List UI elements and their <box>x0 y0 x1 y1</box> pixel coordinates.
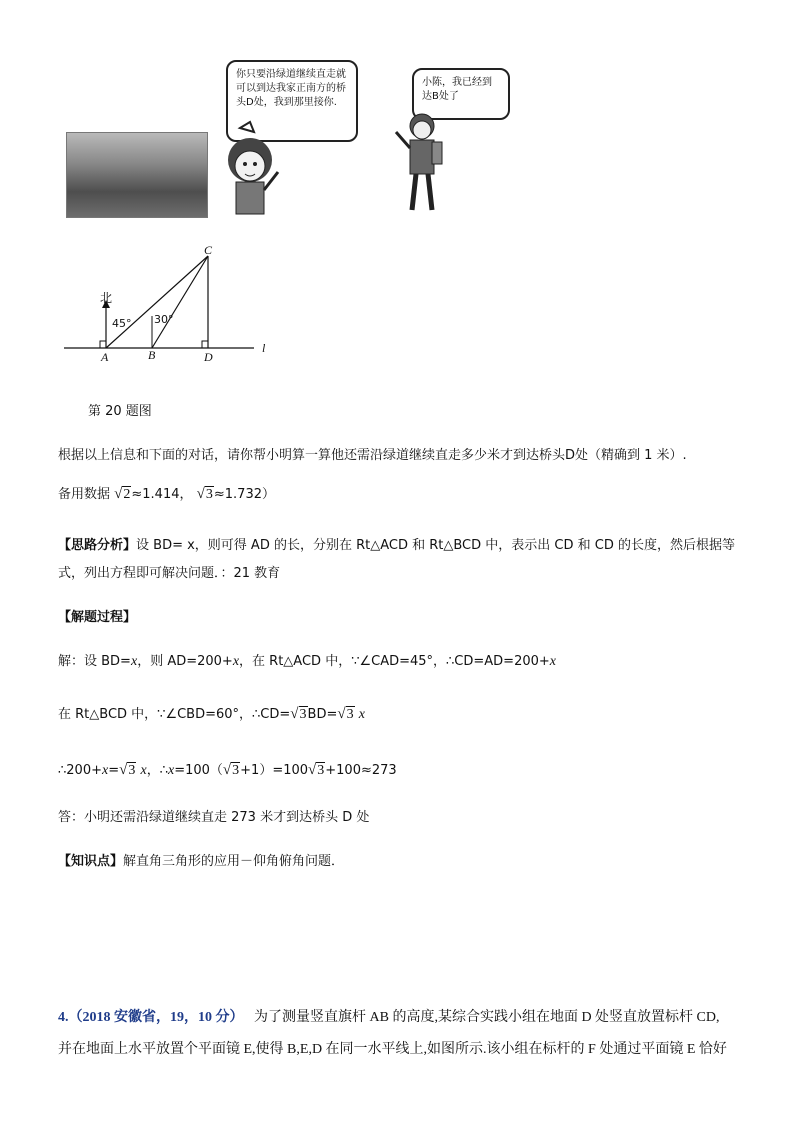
knowledge-line <box>58 852 344 872</box>
sqrt-2: √2 <box>114 486 131 502</box>
question-4-line-1 <box>58 1008 720 1028</box>
angle-a-label: 45° <box>112 317 132 330</box>
point-a-label: A <box>101 350 109 364</box>
point-b-label: B <box>148 348 156 362</box>
problem-line-2 <box>58 484 275 505</box>
figure-caption: 第 20 题图 <box>88 404 152 419</box>
solution-answer: 答：小明还需沿绿道继续直走 273 米才到达桥头 D 处 <box>58 810 370 825</box>
question-source: （2018 安徽省，19，10 分） <box>68 1010 244 1025</box>
point-c-label: C <box>204 243 213 257</box>
north-label: 北 <box>100 291 113 305</box>
problem-line-1: 根据以上信息和下面的对话，请你帮小明算一算他还需沿绿道继续直走多少米才到达桥头D处（精确到 1 米）. <box>58 448 687 463</box>
backup-data-label: 备用数据 <box>58 487 111 502</box>
girl-illustration <box>210 120 290 220</box>
boy-speech-text: 小陈，我已经到达B处了 <box>422 77 492 102</box>
angle-b-label: 30° <box>154 313 174 326</box>
knowledge-text: 解直角三角形的应用－仰角俯角问题． <box>123 854 345 869</box>
sqrt-3: √3 <box>196 486 213 502</box>
analysis-line-1 <box>58 536 735 556</box>
geometry-diagram <box>60 238 270 378</box>
solution-line-3: ∴200+x=√3 x，∴x=100（√3+1）=100√3+100≈273 <box>58 762 397 778</box>
question-4-text-1: 为了测量竖直旗杆 AB 的高度,某综合实践小组在地面 D 处竖直放置标杆 CD, <box>254 1010 720 1025</box>
boy-illustration <box>388 108 458 218</box>
approx-2: ≈1.732） <box>213 487 275 502</box>
analysis-label: 【思路分析】 <box>58 538 137 553</box>
solution-line-2: 在 Rt△BCD 中，∵∠CBD=60°，∴CD=√3BD=√3 x <box>58 706 365 722</box>
question-number: 4. <box>58 1010 69 1025</box>
point-d-label: D <box>204 350 213 364</box>
solution-label: 【解题过程】 <box>58 610 137 625</box>
analysis-line-2: 式，列出方程即可解决问题．：21 教育 <box>58 566 281 581</box>
line-l-label: l <box>262 341 266 355</box>
girl-speech-text: 你只要沿绿道继续直走就可以到达我家正南方的桥头D处，我到那里接你. <box>236 69 346 108</box>
approx-1: ≈1.414， <box>131 487 193 502</box>
question-4-line-2: 并在地面上水平放置个平面镜 E,使得 B,E,D 在同一水平线上,如图所示.该小组在标杆的 F 处通过平面镜 E 恰好 <box>58 1042 727 1057</box>
knowledge-label: 【知识点】 <box>58 854 124 869</box>
solution-line-1: 解：设 BD=x，则 AD=200+x，在 Rt△ACD 中，∵∠CAD=45°，∴CD=AD=200+x <box>58 654 557 669</box>
analysis-text-1: 设 BD= x，则可得 AD 的长，分别在 Rt△ACD 和 Rt△BCD 中，表示出 CD 和 CD 的长度，然后根据等 <box>136 538 735 553</box>
landscape-photo <box>66 132 208 218</box>
